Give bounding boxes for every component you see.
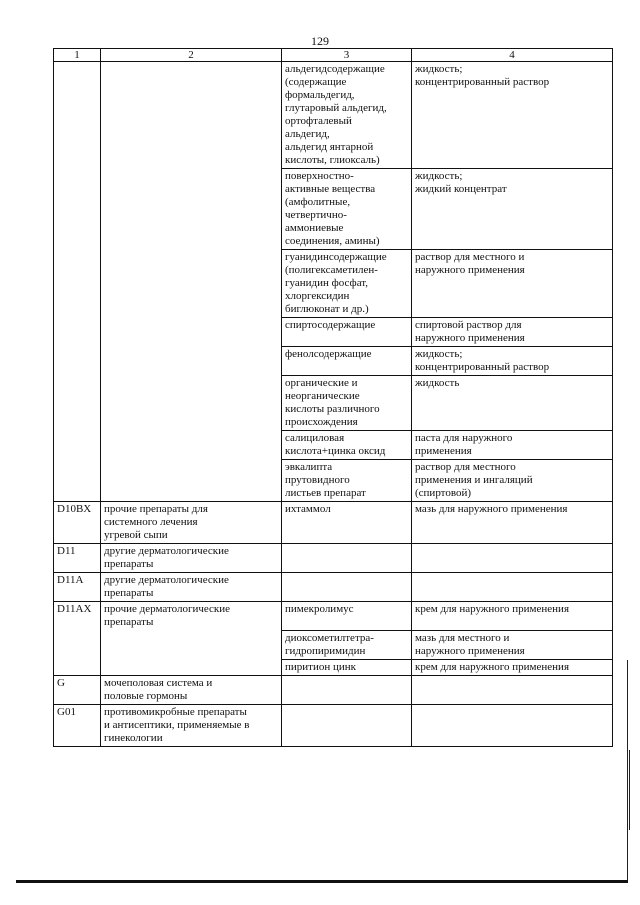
table-cell-c4	[412, 573, 613, 602]
table-cell-c3: салициловая кислота+цинка оксид	[282, 431, 412, 460]
drug-classification-table	[53, 48, 613, 747]
table-cell-c2	[101, 250, 282, 318]
table-row	[54, 62, 613, 169]
table-cell-c2	[101, 318, 282, 347]
table-cell-c3	[282, 704, 412, 746]
table-cell-c2	[101, 630, 282, 659]
table-cell-c1	[54, 347, 101, 376]
table-cell-c3: диоксометилтетра- гидропиримидин	[282, 630, 412, 659]
table-cell-c4	[412, 544, 613, 573]
table-row	[54, 630, 613, 659]
table-cell-c1	[54, 659, 101, 675]
scan-edge-line	[627, 660, 628, 880]
table-cell-c4: жидкость; концентрированный раствор	[412, 347, 613, 376]
table-cell-c3	[282, 544, 412, 573]
table-row	[54, 376, 613, 431]
table-row	[54, 169, 613, 250]
table-cell-c2	[101, 659, 282, 675]
table-cell-c1: D11	[54, 544, 101, 573]
table-row	[54, 602, 613, 631]
table-cell-c4: паста для наружного применения	[412, 431, 613, 460]
table-cell-c4: жидкость; концентрированный раствор	[412, 62, 613, 169]
column-header: 1	[54, 49, 101, 62]
table-cell-c2: мочеполовая система и половые гормоны	[101, 675, 282, 704]
table-cell-c4: спиртовой раствор для наружного применения	[412, 318, 613, 347]
table-cell-c1	[54, 250, 101, 318]
table-row	[54, 431, 613, 460]
table-row	[54, 573, 613, 602]
table-cell-c3: органические и неорганические кислоты различного происхождения	[282, 376, 412, 431]
column-header: 4	[412, 49, 613, 62]
table-cell-c3: ихтаммол	[282, 502, 412, 544]
table-cell-c4: крем для наружного применения	[412, 659, 613, 675]
table-cell-c1	[54, 62, 101, 169]
table-cell-c2: противомикробные препараты и антисептики, применяемые в гинекологии	[101, 704, 282, 746]
table-row	[54, 675, 613, 704]
table-cell-c3: фенолсодержащие	[282, 347, 412, 376]
table-cell-c1	[54, 431, 101, 460]
table-cell-c2: другие дерматологические препараты	[101, 573, 282, 602]
table-row	[54, 704, 613, 746]
table-cell-c2	[101, 62, 282, 169]
table-cell-c3: спиртосодержащие	[282, 318, 412, 347]
table-cell-c3: пимекролимус	[282, 602, 412, 631]
table-cell-c3: гуанидинсодержащие (полигексаметилен- гуанидин фосфат, хлоргексидин биглюконат и др.)	[282, 250, 412, 318]
table-cell-c4: раствор для местного применения и ингаляций (спиртовой)	[412, 460, 613, 502]
table-cell-c4: раствор для местного и наружного применения	[412, 250, 613, 318]
table-row	[54, 250, 613, 318]
table-cell-c4: жидкость	[412, 376, 613, 431]
scan-edge-line	[629, 750, 630, 830]
table-cell-c3: пиритион цинк	[282, 659, 412, 675]
table-cell-c1: D11AX	[54, 602, 101, 631]
table-header-row	[54, 49, 613, 62]
table-cell-c2	[101, 460, 282, 502]
table-row	[54, 544, 613, 573]
table-cell-c2: другие дерматологические препараты	[101, 544, 282, 573]
table-cell-c1	[54, 460, 101, 502]
table-cell-c3	[282, 573, 412, 602]
table-cell-c1	[54, 630, 101, 659]
table-cell-c4	[412, 704, 613, 746]
table-cell-c3: альдегидсодержащие (содержащие формальдегид, глутаровый альдегид, ортофталевый альдегид, альдегид янтарной кислоты, глиоксаль)	[282, 62, 412, 169]
table-row	[54, 318, 613, 347]
table-row	[54, 659, 613, 675]
table-cell-c3: поверхностно- активные вещества (амфолитные, четвертично- аммониевые соединения, амины)	[282, 169, 412, 250]
table-cell-c1	[54, 376, 101, 431]
table-cell-c4	[412, 675, 613, 704]
table-cell-c2	[101, 431, 282, 460]
table-row	[54, 502, 613, 544]
table-cell-c4: жидкость; жидкий концентрат	[412, 169, 613, 250]
table-row	[54, 460, 613, 502]
table-cell-c1: D10BX	[54, 502, 101, 544]
table-cell-c1: G01	[54, 704, 101, 746]
table-cell-c2: прочие дерматологические препараты	[101, 602, 282, 631]
table-cell-c2	[101, 376, 282, 431]
table-cell-c1: G	[54, 675, 101, 704]
table-cell-c2: прочие препараты для системного лечения угревой сыпи	[101, 502, 282, 544]
bottom-rule	[16, 880, 628, 883]
table-cell-c4: мазь для наружного применения	[412, 502, 613, 544]
table-cell-c3: эвкалипта прутовидного листьев препарат	[282, 460, 412, 502]
table-cell-c1	[54, 318, 101, 347]
column-header: 2	[101, 49, 282, 62]
table-cell-c2	[101, 347, 282, 376]
column-header: 3	[282, 49, 412, 62]
table-cell-c1: D11A	[54, 573, 101, 602]
table-cell-c3	[282, 675, 412, 704]
table-row	[54, 347, 613, 376]
table-cell-c2	[101, 169, 282, 250]
page-number: 129	[311, 34, 329, 48]
table-cell-c1	[54, 169, 101, 250]
table-cell-c4: крем для наружного применения	[412, 602, 613, 631]
table-cell-c4: мазь для местного и наружного применения	[412, 630, 613, 659]
